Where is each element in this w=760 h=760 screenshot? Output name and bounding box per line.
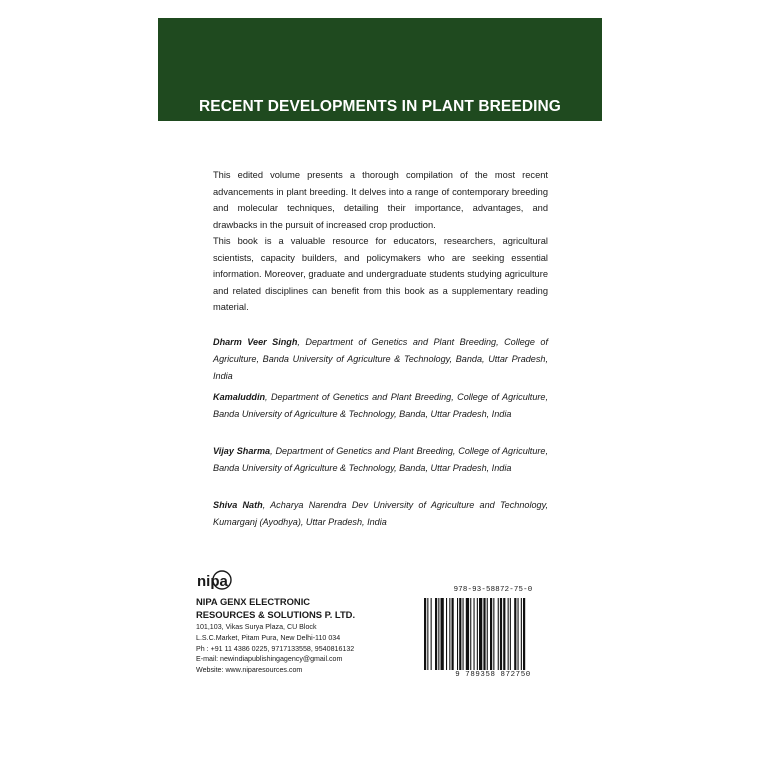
publisher-website: Website: www.niparesources.com — [196, 666, 303, 675]
isbn-barcode-block — [422, 586, 564, 682]
publisher-name-line2: RESOURCES & SOLUTIONS P. LTD. — [196, 608, 356, 620]
author-name: Kamaluddin — [213, 392, 266, 402]
author-affiliation: , Department of Genetics and Plant Breeding, College of Agriculture, Banda University of Agriculture & Technology, Banda, Uttar Pradesh, India — [213, 337, 548, 381]
author-entry — [213, 497, 548, 531]
book-back-cover — [158, 18, 602, 740]
logo-text: nipa — [197, 573, 228, 590]
author-entry — [213, 389, 548, 423]
author-name: Dharm Veer Singh — [213, 337, 298, 347]
author-affiliation: , Acharya Narendra Dev University of Agriculture and Technology, Kumarganj (Ayodhya), Uttar Pradesh, India — [213, 500, 548, 527]
author-name: Vijay Sharma — [213, 446, 271, 456]
publisher-name-line1: NIPA GENX ELECTRONIC — [196, 596, 311, 607]
isbn-number: 978-93-58872-75-0 — [453, 586, 533, 594]
nipa-logo-icon — [196, 566, 236, 596]
author-affiliation: , Department of Genetics and Plant Breeding, College of Agriculture, Banda University of Agriculture & Technology, Banda, Uttar Pradesh, India — [213, 392, 548, 419]
publisher-phone: Ph : +91 11 4386 0225, 9717133558, 9540816132 — [196, 644, 355, 653]
author-name: Shiva Nath — [213, 500, 263, 510]
publisher-contact — [196, 622, 426, 676]
book-title: RECENT DEVELOPMENTS IN PLANT BREEDING — [199, 98, 561, 115]
barcode-digits: 9 789358 872750 — [455, 671, 531, 679]
publisher-address-1: 101,103, Vikas Surya Plaza, CU Block — [196, 623, 317, 631]
description-paragraph-1: This edited volume presents a thorough compilation of the most recent advancements in plant breeding. It delves into a range of contemporary breeding and molecular techniques, detailing their importance, advantages, and drawbacks in the pursuit of increased crop production. — [213, 170, 548, 230]
author-affiliation: , Department of Genetics and Plant Breeding, College of Agriculture, Banda University of Agriculture & Technology, Banda, Uttar Pradesh, India — [213, 446, 548, 473]
barcode-icon — [424, 598, 562, 670]
publisher-name — [196, 596, 426, 621]
author-entry — [213, 334, 548, 385]
author-entry — [213, 443, 548, 477]
publisher-email: E-mail: newindiapublishingagency@gmail.com — [196, 655, 343, 664]
description-paragraph-2: This book is a valuable resource for educators, researchers, agricultural scientists, capacity builders, and policymakers who are seeking essential information. Moreover, graduate and undergraduate students studying agriculture and related disciplines can benefit from this book as a supplementary reading material. — [213, 236, 548, 312]
publisher-address-2: L.S.C.Market, Pitam Pura, New Delhi-110 034 — [196, 633, 341, 642]
title-banner — [158, 18, 602, 121]
